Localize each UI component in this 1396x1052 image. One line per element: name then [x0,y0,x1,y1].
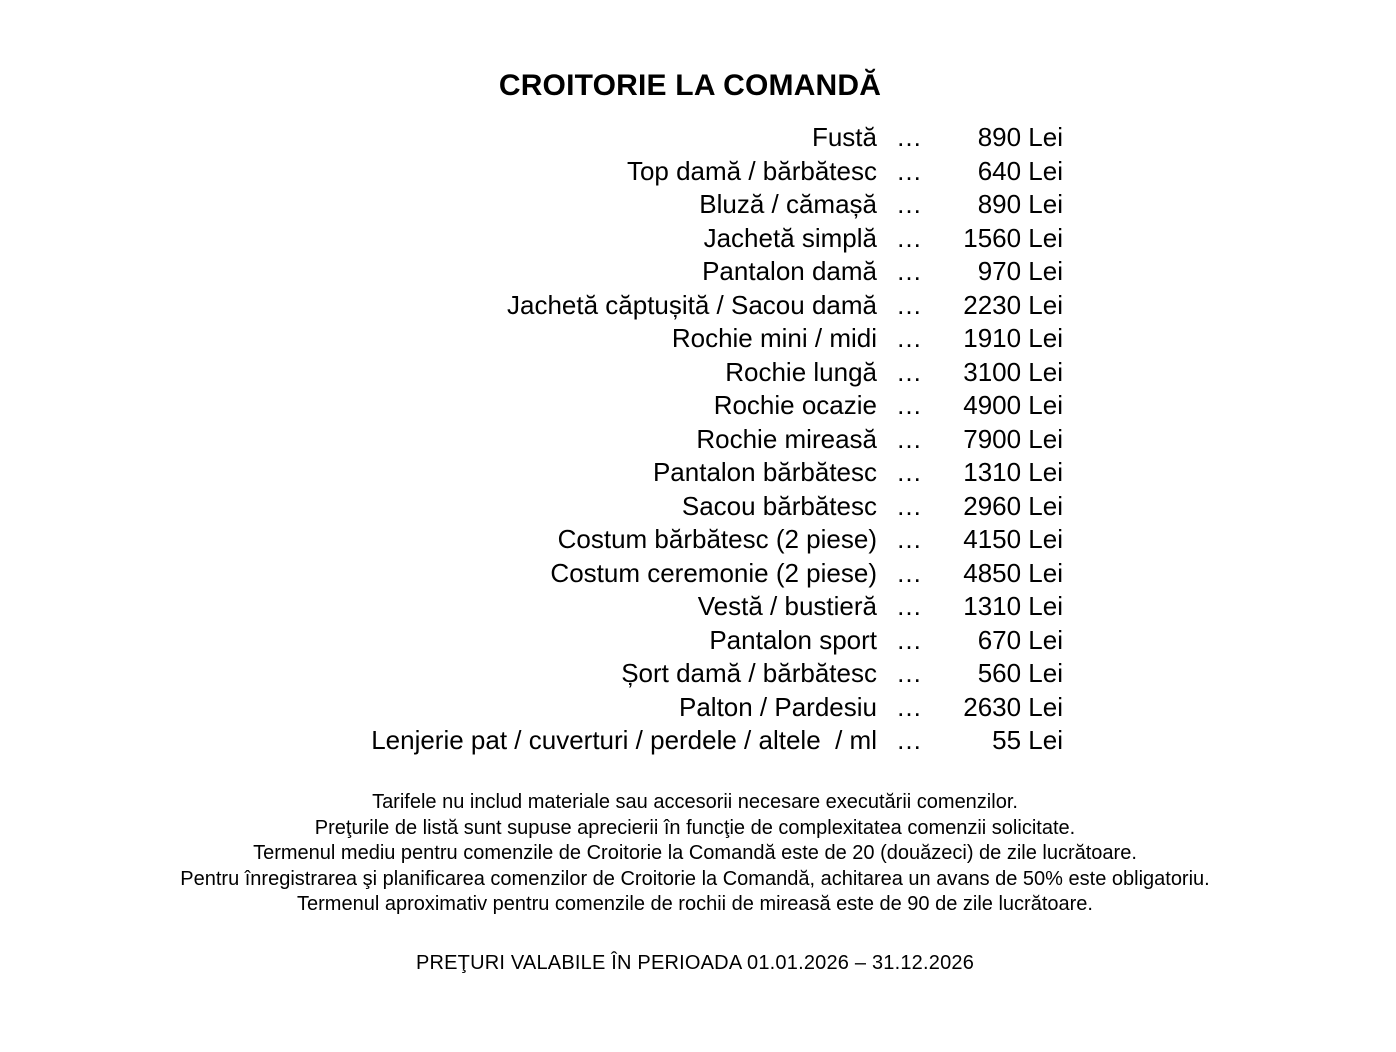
price-row [317,691,1063,725]
price-row-price: 3100 Lei [963,356,1063,387]
price-row-price: 7900 Lei [963,423,1063,454]
price-row-separator: … [896,222,922,253]
price-row-item: Fustă [811,122,877,152]
note-line: Termenul mediu pentru comenzile de Croitorie la Comandă este de 20 (douăzeci) de zile lucrătoare. [253,842,1137,864]
price-row [317,389,1063,423]
price-row-separator: … [896,624,922,655]
note-line: Termenul aproximativ pentru comenzile de rochii de mireasă este de 90 de zile lucrătoare. [297,893,1093,915]
price-row [317,523,1063,557]
price-row-separator: … [896,189,922,219]
price-row [317,322,1063,356]
price-row-price: 890 Lei [977,122,1063,152]
price-row [317,624,1063,658]
note-line: Pentru înregistrarea şi planificarea comenzilor de Croitorie la Comandă, achitarea un avans de 50% este obligatoriu. [180,867,1210,890]
price-row-item: Top damă / bărbătesc [626,155,877,186]
price-row [317,557,1063,591]
price-row-separator: … [896,725,922,755]
note-line: Preţurile de listă sunt supuse aprecierii în funcţie de complexitatea comenzii solicitate. [314,816,1076,839]
price-row-price: 670 Lei [977,624,1063,655]
price-row-price: 970 Lei [977,256,1063,286]
price-row-separator: … [896,557,922,588]
price-row-separator: … [896,423,922,454]
price-row [317,188,1063,222]
price-row-item: Vestă / bustieră [697,591,877,621]
price-row-item: Jachetă căptușită / Sacou damă [506,289,877,320]
price-row-item: Pantalon damă [702,256,877,286]
price-row-item: Rochie ocazie [713,390,877,420]
price-row-price: 2960 Lei [963,490,1063,521]
price-row-separator: … [896,591,922,621]
price-row-price: 1310 Lei [963,457,1063,487]
price-row-item: Sacou bărbătesc [681,490,877,521]
price-row-price: 890 Lei [977,189,1063,219]
price-row [317,423,1063,457]
price-row-item: Palton / Pardesiu [678,691,877,722]
price-row [317,356,1063,390]
price-row-item: Costum bărbătesc (2 piese) [557,524,877,554]
price-row-price: 4150 Lei [963,524,1063,554]
validity-period: PREŢURI VALABILE ÎN PERIOADA 01.01.2026 – 31.12.2026 [415,952,975,974]
price-row-separator: … [896,256,922,286]
price-row-item: Rochie mini / midi [671,323,877,353]
price-row-price: 1910 Lei [963,323,1063,353]
price-row-price: 4900 Lei [963,390,1063,420]
price-row-item: Bluză / cămașă [699,189,877,219]
price-row-item: Jachetă simplă [703,222,877,253]
price-row-separator: … [896,122,922,152]
price-row-item: Șort damă / bărbătesc [621,658,877,688]
price-row [317,255,1063,289]
price-row [317,657,1063,691]
price-row-price: 640 Lei [977,155,1063,186]
price-row [317,121,1063,155]
price-row-item: Costum ceremonie (2 piese) [550,557,877,588]
price-row-price: 1310 Lei [963,591,1063,621]
price-row-price: 4850 Lei [963,557,1063,588]
price-row [317,289,1063,323]
price-row-price: 55 Lei [992,725,1063,755]
note-line: Tarifele nu includ materiale sau accesorii necesare executării comenzilor. [372,791,1018,813]
price-row [317,490,1063,524]
price-row-separator: … [896,490,922,521]
price-row-separator: … [896,658,922,688]
price-row [317,155,1063,189]
price-row [317,590,1063,624]
price-row-item: Rochie lungă [725,356,877,387]
price-row-separator: … [896,457,922,487]
notes-block [0,790,1390,918]
price-row-separator: … [896,155,922,186]
price-row-price: 2630 Lei [963,691,1063,722]
price-row-separator: … [896,289,922,320]
price-row-item: Pantalon sport [709,624,877,655]
price-row-item: Pantalon bărbătesc [652,457,877,487]
price-row-separator: … [896,524,922,554]
price-row-separator: … [896,390,922,420]
price-row [317,724,1063,758]
price-row [317,222,1063,256]
price-row-item: Lenjerie pat / cuverturi / perdele / altele / ml [371,725,877,755]
price-row-price: 2230 Lei [963,289,1063,320]
price-row-separator: … [896,323,922,353]
price-row-price: 560 Lei [977,658,1063,688]
price-list-table [0,121,1380,758]
page-title: CROITORIE LA COMANDĂ [498,69,882,102]
price-row-separator: … [896,691,922,722]
price-row [317,456,1063,490]
price-row-price: 1560 Lei [963,222,1063,253]
price-row-separator: … [896,356,922,387]
price-row-item: Rochie mireasă [696,423,877,454]
